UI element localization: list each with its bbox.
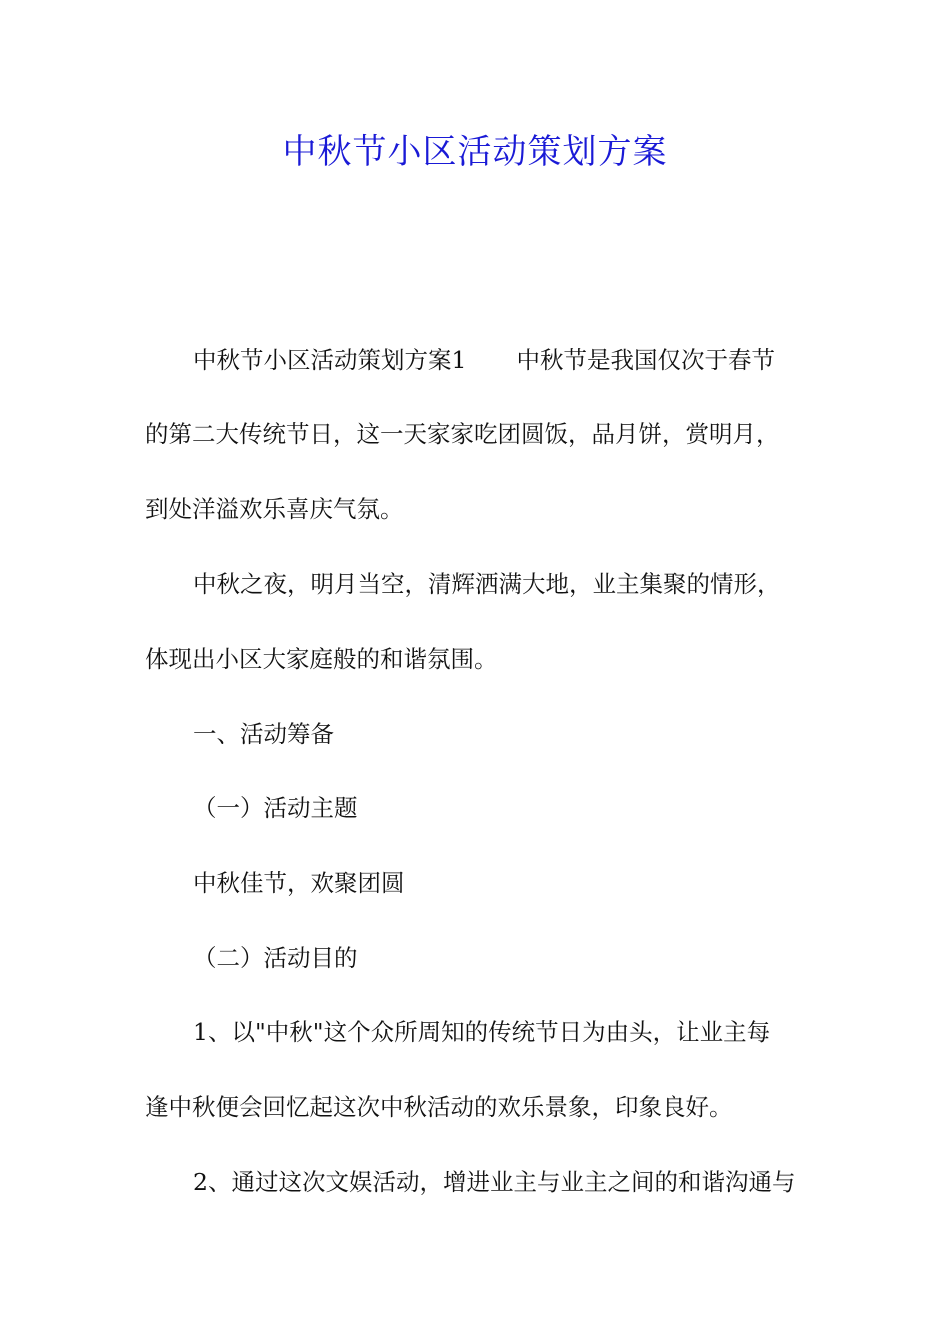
paragraph-line: 到处洋溢欢乐喜庆气氛。 — [145, 495, 404, 523]
paragraph-line: 中秋佳节，欢聚团圆 — [193, 869, 405, 897]
subheading-activity-theme: （一）活动主题 — [193, 794, 358, 822]
list-item-line: 2、通过这次文娱活动，增进业主与业主之间的和谐沟通与 — [193, 1168, 796, 1196]
subheading-activity-purpose: （二）活动目的 — [193, 944, 358, 972]
paragraph-line — [193, 342, 775, 378]
document-title: 中秋节小区活动策划方案 — [282, 132, 668, 172]
heading-activity-preparation: 一、活动筹备 — [193, 720, 334, 748]
list-item-line: 1、以"中秋"这个众所周知的传统节日为由头，让业主每 — [193, 1018, 771, 1046]
paragraph-text: 中秋节是我国仅次于春节 — [516, 346, 775, 374]
paragraph-line: 中秋之夜，明月当空，清辉洒满大地，业主集聚的情形， — [193, 570, 781, 598]
paragraph-line: 体现出小区大家庭般的和谐氛围。 — [145, 645, 498, 673]
paragraph-line: 的第二大传统节日，这一天家家吃团圆饭，品月饼，赏明月， — [145, 420, 780, 448]
section-heading-inline: 中秋节小区活动策划方案1 — [193, 346, 467, 374]
list-item-line: 逢中秋便会回忆起这次中秋活动的欢乐景象，印象良好。 — [145, 1093, 733, 1121]
